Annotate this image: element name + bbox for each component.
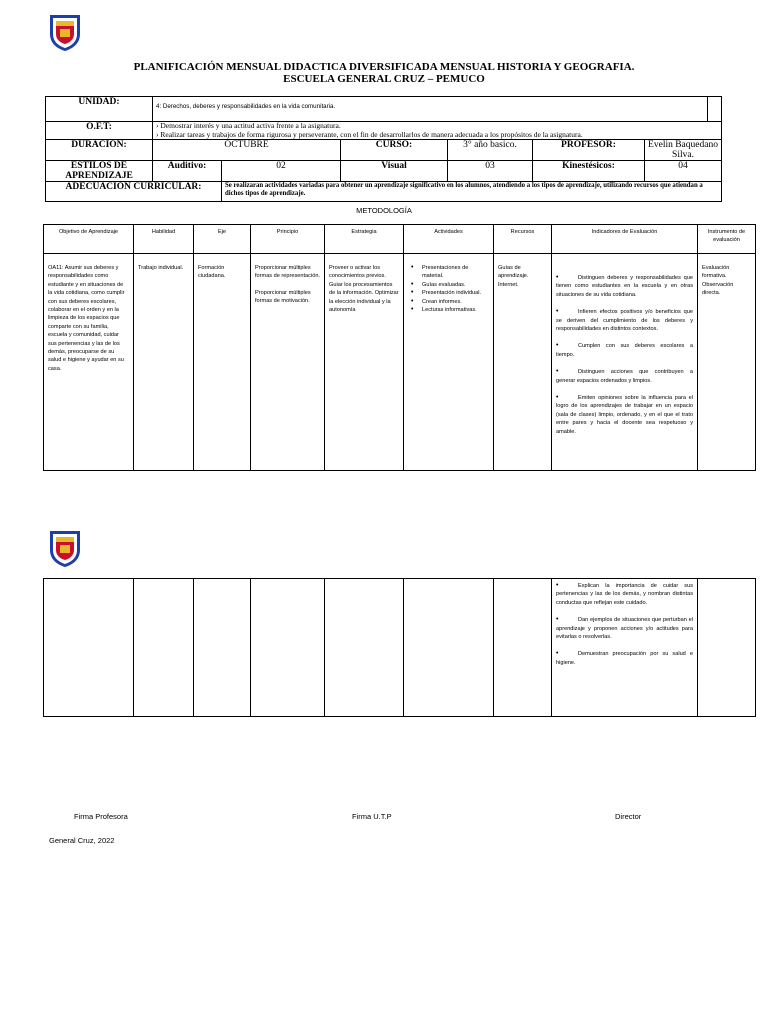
adecuacion-value: Se realizaran actividades variadas para obtener un aprendizaje significativo en los alumnos, atendiendo a los tipos de aprendizaje, utilizando recursos que atiendan a dichos tipos de aprendizaje. (222, 182, 722, 202)
indicador-item: • Dan ejemplos de situaciones que perturban el aprendizaje y proponen acciones y/o actitudes para evitarlas o resolverlas. (556, 616, 693, 641)
principio-item-2: Proporcionar múltiples formas de motivación. (255, 289, 311, 305)
indicador-item: • Cumplen con sus deberes escolares a tiempo. (556, 342, 693, 359)
school-crest-logo (48, 12, 82, 52)
objetivo-cell-cont (44, 579, 134, 717)
metodologia-title: METODOLOGÍA (356, 206, 412, 215)
visual-value: 03 (448, 161, 533, 182)
actividad-item: • Presentación individual. (422, 289, 489, 297)
firma-utp: Firma U.T.P (352, 812, 392, 821)
indicador-item: • Distinguen acciones que contribuyen a generar espacios ordenados y limpios. (556, 368, 693, 385)
actividad-item: • Crean informes. (422, 298, 489, 306)
eje-cell-cont (194, 579, 251, 717)
indicador-item: • Distinguen deberes y responsabilidades que tienen como estudiantes en la escuela y en otras situaciones de su vida cotidiana. (556, 274, 693, 299)
instrumento-cell-cont (698, 579, 756, 717)
col-header-principio: Principio (251, 225, 325, 254)
kinestesico-value: 04 (645, 161, 722, 182)
school-crest-logo-2 (48, 528, 82, 568)
actividades-cell (404, 254, 494, 471)
indicador-item: • Infieren efectos positivos y/o beneficios que se deriven del cumplimiento de los deberes y responsabilidades en distintos contextos. (556, 308, 693, 333)
school-name: ESCUELA GENERAL CRUZ – PEMUCO (283, 73, 485, 85)
indicador-item: • Explican la importancia de cuidar sus pertenencias y las de los demás, y nombran distintas conductas que reflejan este cuidado. (556, 582, 693, 607)
oft-value (153, 122, 722, 140)
kinestesico-label: Kinestésicos: (533, 161, 645, 182)
firma-profesora: Firma Profesora (74, 812, 128, 821)
eje-cell: Formación ciudadana. (194, 254, 251, 471)
habilidad-cell-cont (134, 579, 194, 717)
estilos-label: ESTILOS DE APRENDIZAJE (46, 161, 153, 182)
col-header-eje: Eje (194, 225, 251, 254)
col-header-actividades: Actividades (404, 225, 494, 254)
principio-cell (251, 254, 325, 471)
auditivo-label: Auditivo: (153, 161, 222, 182)
unidad-empty-cell (708, 97, 722, 122)
col-header-indicadores: Indicadores de Evaluación (552, 225, 698, 254)
unidad-value: 4: Derechos, deberes y responsabilidades en la vida comunitaria. (153, 97, 708, 122)
estrategia-cell: Proveer o activar los conocimientos previos. Guiar los procesamientos de la información. Optimizar la elección individual y la autonomía (325, 254, 404, 471)
principio-item-1: Proporcionar múltiples formas de representación. (255, 265, 320, 280)
visual-label: Visual (341, 161, 448, 182)
methodology-table (43, 224, 756, 471)
actividades-cell-cont (404, 579, 494, 717)
duracion-value: OCTUBRE (153, 140, 341, 161)
indicador-item: • Emiten opiniones sobre la influencia para el logro de los aprendizajes de trabajar en un espacio (sala de clases) limpio, ordenado, y en el que el trato entre pares y hacia el docente sea respetuoso y amable. (556, 394, 693, 436)
recursos-cell: Guías de aprendizaje. Internet. (494, 254, 552, 471)
oft-line-2: › Realizar tareas y trabajos de forma rigurosa y perseverante, con el fin de desarrollarlos de manera adecuada a los propósitos de la asignatura. (156, 129, 583, 139)
estrategia-cell-cont (325, 579, 404, 717)
info-table (45, 96, 722, 202)
instrumento-cell: Evaluación formativa. Observación directa. (698, 254, 756, 471)
actividad-item: • Guías evaluadas. (422, 281, 489, 289)
actividad-item: • Presentaciones de material. (422, 264, 489, 281)
col-header-instrumento: Instrumento de evaluación (698, 225, 756, 254)
methodology-table-continued (43, 578, 756, 717)
unidad-label: UNIDAD: (46, 97, 153, 122)
firma-director: Director (615, 812, 642, 821)
principio-cell-cont (251, 579, 325, 717)
duracion-label: DURACIÓN: (46, 140, 153, 161)
auditivo-value: 02 (222, 161, 341, 182)
col-header-habilidad: Habilidad (134, 225, 194, 254)
indicadores-cell-cont (552, 579, 698, 717)
oft-label: O.F.T: (46, 122, 153, 140)
indicadores-cell (552, 254, 698, 471)
col-header-recursos: Recursos (494, 225, 552, 254)
curso-value: 3° año basico. (448, 140, 533, 161)
objetivo-cell: OA11: Asumir sus deberes y responsabilidades como estudiante y en situaciones de la vida cotidiana, como cumplir con sus deberes escolares, colaborar en el orden y en la limpieza de los espacios que comparte con su familia, escuela y comunidad, cuidar sus pertenencias y las de los demás, preocuparse de su salud e higiene y ayudar en su casa. (44, 254, 134, 471)
indicador-item: • Demuestran preocupación por su salud e higiene. (556, 650, 693, 667)
profesor-value: Evelin Baquedano Silva. (645, 140, 722, 161)
col-header-estrategia: Estrategia (325, 225, 404, 254)
oft-line-1: › Demostrar interés y una actitud activa frente a la asignatura. (156, 121, 341, 130)
actividad-item: • Lecturas informativas. (422, 306, 489, 314)
col-header-objetivo: Objetivo de Aprendizaje (44, 225, 134, 254)
habilidad-cell: Trabajo individual. (134, 254, 194, 471)
curso-label: CURSO: (341, 140, 448, 161)
profesor-label: PROFESOR: (533, 140, 645, 161)
footer-place-date: General Cruz, 2022 (49, 836, 115, 845)
recursos-cell-cont (494, 579, 552, 717)
document-title: PLANIFICACIÓN MENSUAL DIDACTICA DIVERSIFICADA MENSUAL HISTORIA Y GEOGRAFIA. (133, 61, 635, 73)
adecuacion-label: ADECUACIÓN CURRICULAR: (46, 182, 222, 202)
